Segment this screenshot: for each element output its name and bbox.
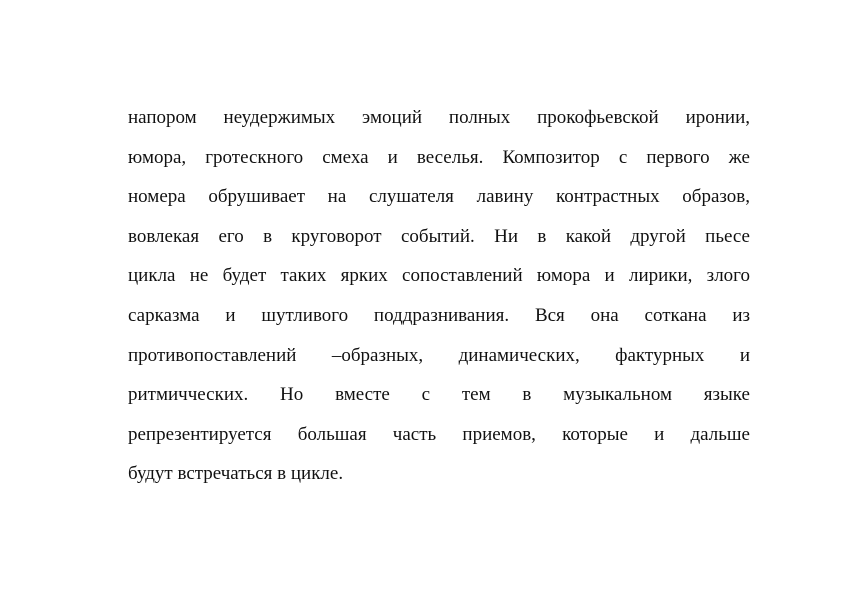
paragraph-line: юмора, гротескного смеха и веселья. Композитор с первого же	[128, 146, 750, 168]
paragraph-line: будут встречаться в цикле.	[128, 463, 344, 485]
paragraph-line: противопоставлений –образных, динамических, фактурных и	[128, 344, 750, 366]
paragraph-line: напором неудержимых эмоций полных прокофьевской иронии,	[128, 107, 750, 128]
paragraph-line: вовлекая его в круговорот событий. Ни в какой другой пьесе	[128, 225, 750, 247]
body-paragraph	[128, 98, 750, 494]
paragraph-line: цикла не будет таких ярких сопоставлений юмора и лирики, злого	[128, 265, 750, 287]
paragraph-line: сарказма и шутливого поддразнивания. Вся она соткана из	[128, 304, 750, 326]
paragraph-line: репрезентируется большая часть приемов, которые и дальше	[128, 423, 750, 445]
paragraph-line: ритмичческих. Но вместе с тем в музыкальном языке	[128, 384, 750, 406]
paragraph-line: номера обрушивает на слушателя лавину контрастных образов,	[128, 186, 750, 208]
